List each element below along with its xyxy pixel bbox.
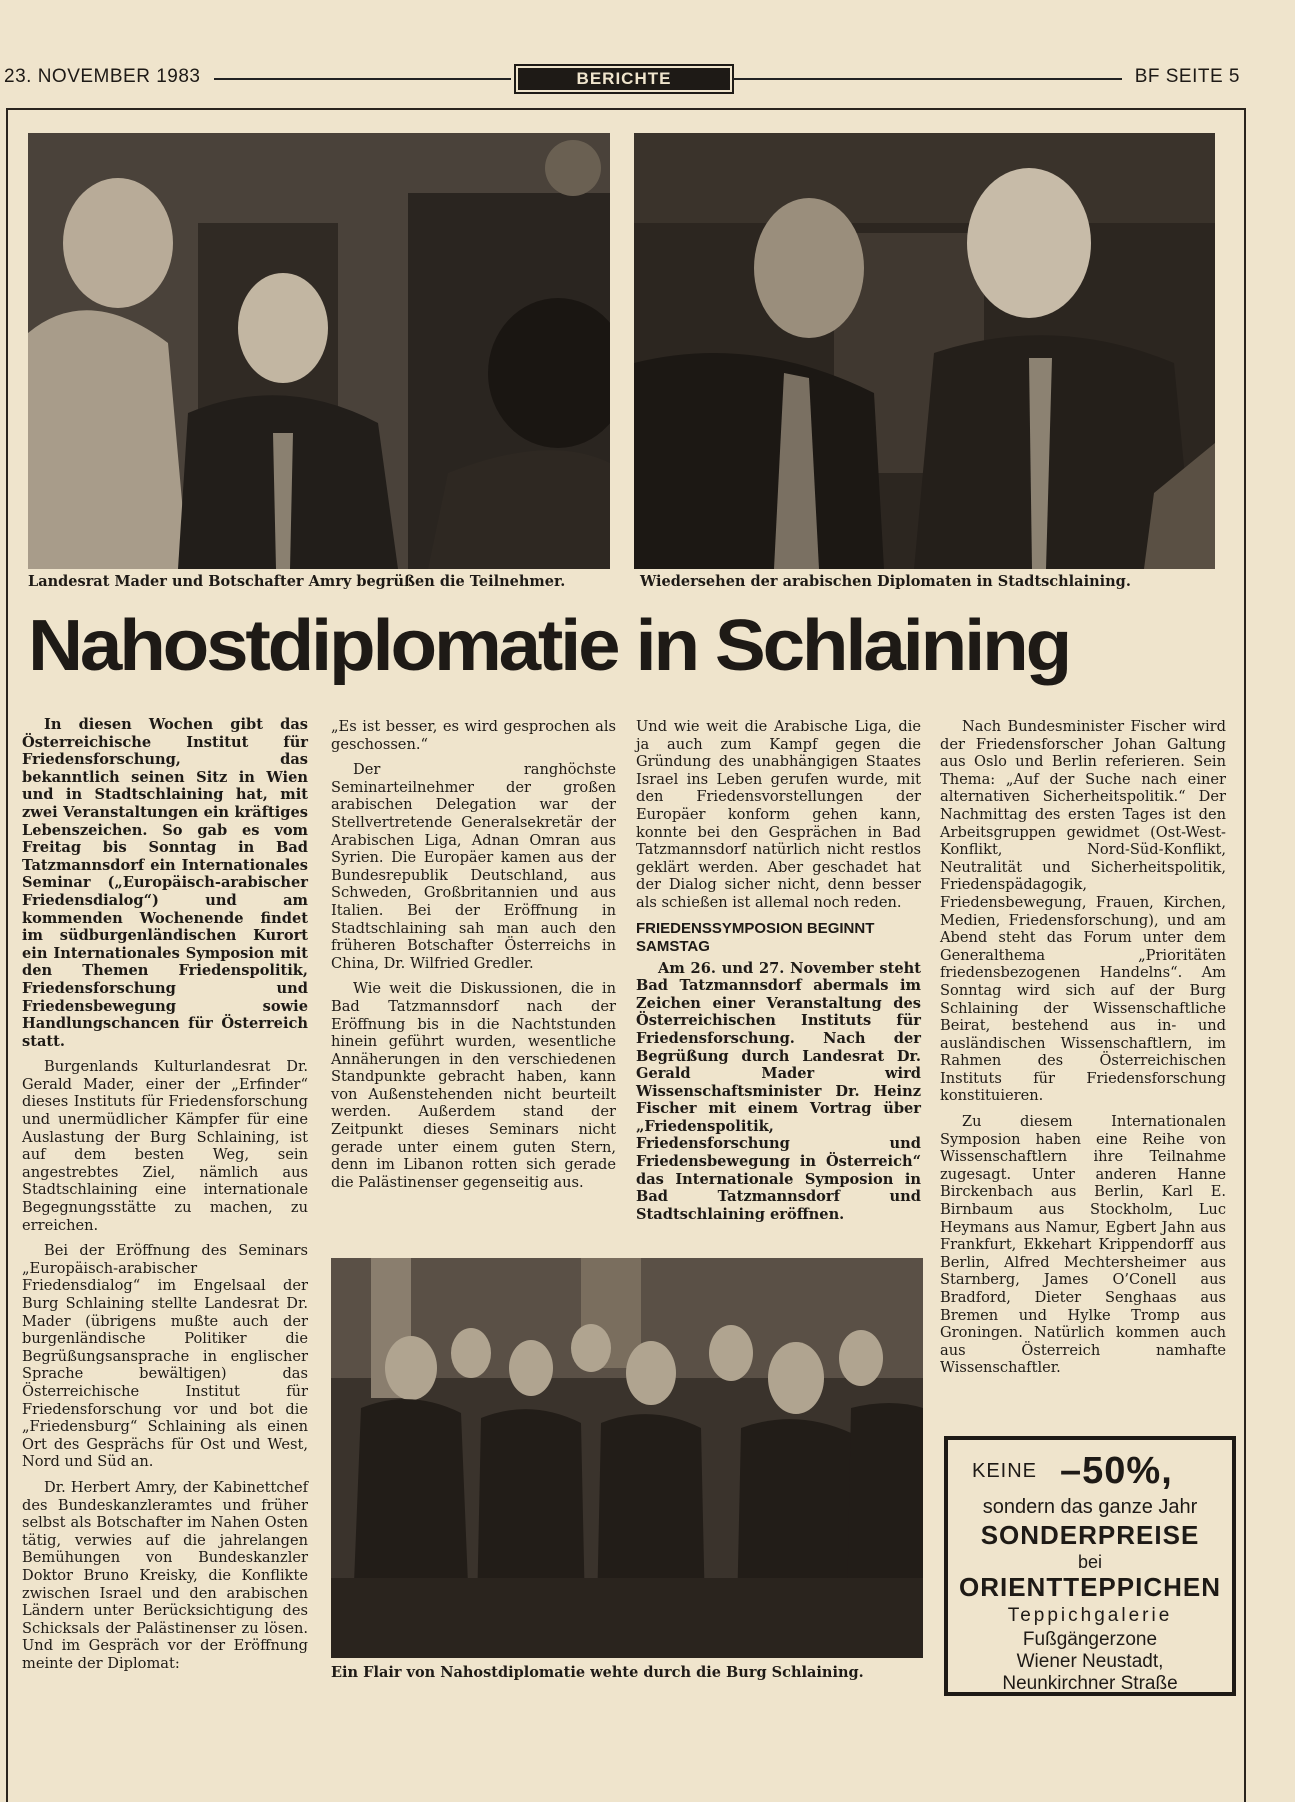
- header-rule-left: [214, 78, 511, 80]
- ad-headline: SONDERPREISE: [980, 1520, 1200, 1550]
- paragraph: Bei der Eröffnung des Seminars „Europäisch-arabischer Friedensdialog“ im Engelsaal der Burg Schlaining stellte Landesrat Dr. Mader (übrigens mußte auch der burgenländische Politiker die Begrüßungsansprache in englischer Sprache bewältigen) das Österreichische Institut für Friedensforschung vor und bot die „Friedensburg“ Schlaining als einen Ort des Gesprächs für Ost und West, Nord und Süd an.: [22, 1242, 308, 1471]
- paragraph: Nach Bundesminister Fischer wird der Friedensforscher Johan Galtung aus Oslo und Berlin referieren. Sein Thema: „Auf der Suche nach einer alternativen Sicherheitspolitik.“ Der Nachmittag des ersten Tages ist den Arbeitsgruppen gewidmet (Ost-West-Konflikt, Nord-Süd-Konflikt, Neutralität und Sicherheitspolitik, Friedenspädagogik, Friedensbewegung, Frauen, Kirchen, Medien, Friedensforschung), und am Abend steht das Forum unter dem Generalthema „Prioritäten friedensbezogenen Handelns“. Am Sonntag wird sich auf der Burg Schlaining der Wissenschaftliche Beirat, bestehend aus in- und ausländischen Wissenschaftlern, im Rahmen des Österreichischen Instituts für Friedensforschung konstituieren.: [940, 718, 1226, 1105]
- section-label: BERICHTE: [514, 64, 734, 94]
- paragraph: „Es ist besser, es wird gesprochen als geschossen.“: [331, 718, 616, 753]
- ad-line: sondern das ganze Jahr: [982, 1496, 1198, 1518]
- header-rule-right: [733, 78, 1122, 80]
- photo-top-right: [634, 133, 1215, 569]
- photo-audience: [331, 1258, 923, 1658]
- article-column-2: [331, 718, 616, 1199]
- lead-paragraph: In diesen Wochen gibt das Österreichische Institut für Friedensforschung, das bekanntlich seinen Sitz in Wien und in Stadtschlaining hat, mit zwei Veranstaltungen ein kräftiges Lebenszeichen. So gab es vom Freitag bis Sonntag in Bad Tatzmannsdorf ein Internationales Seminar („Europäisch-arabischer Friedensdialog“) und am kommenden Wochenende findet im südburgenländischen Kurort ein Internationales Symposion mit den Themen Friedenspolitik, Friedensforschung und Friedensbewegung sowie Handlungschancen für Österreich statt.: [22, 716, 308, 1050]
- paragraph: Dr. Herbert Amry, der Kabinettchef des Bundeskanzleramtes und früher selbst als Botschafter im Nahen Osten tätig, verwies auf die jahrelangen Bemühungen von Bundeskanzler Doktor Bruno Kreisky, die Konflikte zwischen Israel und den arabischen Ländern unter Berücksichtigung des Schicksals der Palästinenser zu lösen. Und im Gespräch vor der Eröffnung meinte der Diplomat:: [22, 1478, 308, 1672]
- caption-top-right: Wiedersehen der arabischen Diplomaten in Stadtschlaining.: [640, 573, 1131, 590]
- ad-address: Wiener Neustadt,: [1016, 1651, 1164, 1672]
- photo-top-left: [28, 133, 610, 569]
- paragraph: Burgenlands Kulturlandesrat Dr. Gerald Mader, einer der „Erfinder“ dieses Instituts für Friedensforschung und unermüdlicher Kämpfer für eine Auslastung der Burg Schlaining, ist auf dem besten Weg, sein angestrebtes Ziel, nämlich aus Stadtschlaining eine internationale Begegnungsstätte zu machen, zu erreichen.: [22, 1058, 308, 1234]
- ad-percent: –50%,: [1060, 1450, 1173, 1492]
- paragraph: Der ranghöchste Seminarteilnehmer der großen arabischen Delegation war der Stellvertretende Generalsekretär der Arabischen Liga, Adnan Omran aus Syrien. Die Europäer kamen aus der Bundesrepublik Deutschland, aus Schweden, Großbritannien und aus Italien. Bei der Eröffnung in Stadtschlaining sah man auch den früheren Botschafter Österreichs in China, Dr. Wilfried Gredler.: [331, 761, 616, 972]
- ad-line: bei: [1077, 1552, 1103, 1572]
- paragraph: Zu diesem Internationalen Symposion haben eine Reihe von Wissenschaftlern ihre Teilnahme zugesagt. Unter anderen Hanne Birckenbach aus Berlin, Karl E. Birnbaum aus Stockholm, Luc Heymans aus Namur, Egbert Jahn aus Frankfurt, Ekkehart Krippendorff aus Berlin, Alfred Mechtersheimer aus Starnberg, James O’Conell aus Bradford, Dieter Senghaas aus Bremen und Hylke Tromp aus Groningen. Natürlich kommen auch aus Österreich namhafte Wissenschaftler.: [940, 1113, 1226, 1377]
- paragraph: Am 26. und 27. November steht Bad Tatzmannsdorf abermals im Zeichen einer Veranstaltung des Österreichischen Instituts für Friedensforschung. Nach der Begrüßung durch Landesrat Dr. Gerald Mader wird Wissenschaftsminister Dr. Heinz Fischer mit einem Vortrag über „Friedenspolitik, Friedensforschung und Friedensbewegung in Österreich“ das Internationale Symposion in Bad Tatzmannsdorf und Stadtschlaining eröffnen.: [636, 959, 921, 1223]
- paragraph: Wie weit die Diskussionen, die in Bad Tatzmannsdorf nach der Eröffnung bis in die Nachtstunden hinein geführt wurden, wesentliche Annäherungen in den verschiedenen Standpunkte gebracht haben, kann von Außenstehenden nicht beurteilt werden. Außerdem stand der Zeitpunkt dieses Seminars nicht gerade unter einem guten Stern, denn im Libanon rotten sich gerade die Palästinenser gegenseitig aus.: [331, 980, 616, 1191]
- ad-keine: KEINE: [972, 1460, 1038, 1482]
- subheading: FRIEDENSSYMPOSION BEGINNT SAMSTAG: [636, 919, 875, 955]
- page-number: BF SEITE 5: [1134, 66, 1240, 87]
- ad-address: Neunkirchner Straße: [1002, 1673, 1178, 1694]
- article-column-1: [22, 716, 308, 1680]
- ad-headline: ORIENTTEPPICHEN: [958, 1572, 1222, 1602]
- ad-address: Fußgängerzone: [1022, 1629, 1158, 1650]
- ad-business-name: Teppichgalerie: [1007, 1605, 1173, 1626]
- issue-date: 23. NOVEMBER 1983: [4, 66, 201, 87]
- headline: Nahostdiplomatie in Schlaining: [28, 606, 1070, 686]
- article-column-3: [636, 718, 921, 1231]
- advertisement: [944, 1436, 1236, 1696]
- caption-bottom: Ein Flair von Nahostdiplomatie wehte durch die Burg Schlaining.: [331, 1664, 864, 1681]
- page-header: [0, 64, 1250, 94]
- caption-top-left: Landesrat Mader und Botschafter Amry begrüßen die Teilnehmer.: [28, 573, 566, 590]
- article-column-4: [940, 718, 1226, 1385]
- paragraph: Und wie weit die Arabische Liga, die ja auch zum Kampf gegen die Gründung des unabhängigen Staates Israel ins Leben gerufen wurde, mit den Friedensvorstellungen der Europäer konform gehen kann, konnte bei den Gesprächen in Bad Tatzmannsdorf natürlich nicht restlos geklärt werden. Aber geschadet hat der Dialog sicher nicht, denn besser als schießen ist allemal noch reden.: [636, 718, 921, 911]
